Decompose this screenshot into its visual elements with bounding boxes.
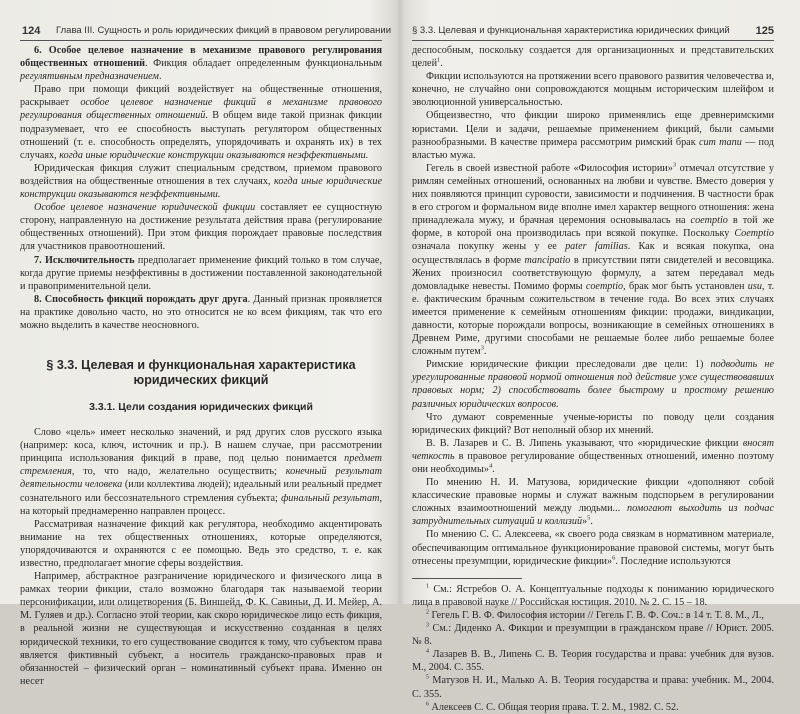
footnote-number: 3 [426, 622, 429, 629]
footnote [412, 674, 774, 700]
text: По мнению С. С. Алексеева, «к своего рода связкам в нормативном материале, обеспечивающим оптимальное функционирование правовой системы, могут быть отнесены презумпции, юридические фикции» [412, 529, 774, 567]
footnote-rule [412, 578, 522, 579]
footnote-text: См.: Ястребов О. А. Концептуальные подходы к пониманию юридического лица в правовой науке // Российская юстиция. 2010. № 2. С. 15 – 18. [412, 583, 774, 608]
paragraph [20, 254, 382, 293]
left-running-title: Глава III. Сущность и роль юридических фикций в правовом регулировании [56, 25, 392, 36]
emphasis: подводить не урегулированные правовой нормой отношения под действие уже существовавших правовых норм; 2) способствовать более быстрому и простому решению различных юридических вопросов. [412, 359, 774, 410]
emphasis: финальный результат [281, 492, 380, 504]
emphasis: помогают выходить из подчас затруднительных ситуаций и коллизий [412, 503, 774, 528]
text: Юридическая фикция служит специальным средством, приемом правового воздействия на общественные отношения в тех случаях, [20, 162, 382, 187]
right-page-body [412, 44, 774, 714]
text: В. В. Лазарев и С. В. Липень указывают, что «юридические фикции [426, 437, 743, 449]
text: (или коллектива людей); идеальный или реальный предмет сознательного или бессознательного стремления субъекта; [20, 479, 382, 504]
right-page-number: 125 [755, 25, 774, 37]
emphasis: usu [747, 280, 762, 292]
bold-term: Исключительность [45, 254, 135, 266]
item-number: 8. [34, 293, 42, 305]
footnote-text: Лазарев В. В., Липень С. В. Теория государства и права: учебник для вузов. М., 2004. С. 355. [412, 649, 774, 674]
text: Гегель в своей известной работе «Философия истории» [426, 162, 673, 174]
text: Право при помощи фикций воздействует на общественные отношения, раскрывает [20, 84, 382, 109]
emphasis: coemptio [690, 215, 728, 227]
text: По мнению Н. И. Матузова, юридические фикции «дополняют собой классические правовые нормы и служат важным подспорьем в регулировании сложных взаимоотношений между людьми... [412, 477, 774, 515]
text: , т. е. фактическим брачным сожительством в течение года. Во всех этих случаях имеется применение к семейным отношениям фикции: продажи, виндикации, давности, которые порождали вопросы, возникающие в семейных отношениях в Древнем Риме, другими способами не решаемые более либо решаемые более сложным путем [412, 280, 774, 358]
paragraph [20, 293, 382, 332]
footnote-number: 5 [426, 675, 429, 682]
footnote [412, 701, 774, 714]
footnote-text: См.: Диденко А. Фикции и презумпции в гражданском праве // Юрист. 2005. № 8. [412, 623, 775, 648]
footnotes [412, 583, 774, 714]
paragraph: В. В. Лазарев и С. В. Липень указывают, что «юридические фикции вносят четкость в правовое регулирование общественных отношений, именно поэтому они необходимы»$^4$. [412, 437, 774, 475]
text: . Как и всякая покупка, она осуществлялась в форме [412, 241, 775, 266]
footnote-number: 6 [426, 701, 429, 708]
text: — под властью мужа. [412, 136, 774, 161]
paragraph [20, 83, 382, 162]
text: в той же форме, в которой она производилась при всякой покупке. Поскольку [412, 215, 774, 240]
section-heading: § 3.3. Целевая и функциональная характеристика юридических фикций [46, 358, 356, 388]
left-running-head [20, 24, 392, 38]
footnote [412, 583, 774, 609]
item-number: 7. [34, 254, 42, 266]
text: в правовое регулирование общественных отношений, именно поэтому они необходимы» [412, 450, 774, 475]
subsection-heading: 3.3.1. Цели создания юридических фикций [89, 401, 313, 414]
emphasis: Особое целевое назначение юридической фикции [34, 202, 256, 214]
emphasis: когда иные юридические конструкции оказываются неэффективными. [20, 175, 382, 201]
emphasis: pater familias [565, 241, 628, 253]
text: составляет ее сущностную сторону, направленную на достижение результата действия права (регулирование общественных отношений). При этом фикция порождает правовые последствия для участников правоотношений. [20, 202, 383, 253]
footnote-number: 2 [426, 609, 429, 616]
paragraph [20, 201, 382, 253]
paragraph [20, 162, 382, 201]
footnote-ref: 3 [672, 161, 677, 169]
right-page [412, 0, 775, 713]
paragraph: Рассматривая назначение фикций как регулятора, необходимо акцентировать внимание на тех общественных отношениях, которые определяются, упорядочиваются и охраняются с ее помощью. Ведь это средство, т. е. как известно, предполагает многие сферы воздействия. [20, 518, 382, 569]
text: , то, что надо, желательно осуществить; [71, 466, 286, 478]
text: . Фикция обладает определенным функциональным [144, 58, 382, 70]
footnote-ref: 5 [587, 514, 591, 522]
bold-term: Особое целевое назначение в механизме правового регулирования общественных отношений [20, 45, 382, 70]
right-running-title: § 3.3. Целевая и функциональная характеристика юридических фикций [412, 25, 730, 36]
footnote-text: Матузов Н. И., Малько А. В. Теория государства и права: учебник. М., 2004. С. 355. [412, 675, 775, 700]
text: . Данный признак проявляется на практике довольно часто, но это относится не ко всем фикциям, так что его можно выделить в качестве неосновного. [20, 293, 382, 331]
paragraph: Например, абстрактное разграничение юридического и физического лица в рамках теории фикции, стало возможно благодаря так называемой теории персонификации, или олицетворения (Б. Виншейд, Ф. К. Савиньи, Д. И. Мейер, А. М. Гуляев и др.). Согласно этой теории, как скоро юридическое лицо есть фикция, в реальной жизни не существующая и искусственно созданная в целях юридической техники, то его существование сводится к тому, что субъектом права является фиктивный субъект, а носитель гражданско-правовых прав и обязанностей – физический орган – номинативный субъект права. Именно он несет [20, 571, 382, 687]
text: в присутствии пяти свидетелей и весовщика. Жених произносил соответствующую формулу, а затем передавал медь домовладыке невесты. Помимо формы [412, 254, 774, 292]
emphasis: предмет стремления [20, 453, 382, 478]
footnote-ref: 4 [488, 462, 493, 470]
footnote-text: Гегель Г. В. Ф. Философия истории // Гегель Г. В. Ф. Соч.: в 14 т. Т. 8. М., Л., [431, 609, 764, 621]
paragraph: Фикции используются на протяжении всего правового развития человечества и, конечно, не случайно они сопровождаются мощным историческим шлейфом и эволюционной универсальностью. [412, 71, 774, 109]
paragraph: По мнению Н. И. Матузова, юридические фикции «дополняют собой классические правовые нормы и служат важным подспорьем в регулировании сложных взаимоотношений между людьми... помогают выходить из подчас затруднительных ситуаций и коллизий»$^5$. [412, 477, 774, 528]
footnote [412, 609, 774, 622]
emphasis: cum manu [698, 136, 742, 148]
text: , брак мог быть установлен [623, 280, 748, 292]
emphasis: Coemptio [734, 228, 774, 240]
paragraph: Что думают современные ученые-юристы по поводу цели создания юридических фикций? Вот неполный обзор их мнений. [412, 411, 774, 436]
footnote-number: 4 [426, 648, 429, 655]
paragraph [20, 426, 382, 518]
footnote-text: Алексеев С. С. Общая теория права. Т. 2. М., 1982. С. 52. [431, 701, 679, 713]
text: Слово «цель» имеет несколько значений, и ряд других слов русского языка (например: коса, ключ, источник и пр.). В нашем случае, при рассмотрении принципа использования фикций в праве, под целью понимается [20, 427, 382, 465]
paragraph [412, 109, 774, 161]
right-running-head [412, 24, 774, 38]
paragraph [412, 358, 774, 410]
paragraph [20, 44, 382, 83]
text: Римские юридические фикции преследовали две цели: 1) [426, 359, 711, 371]
text: . [158, 71, 162, 83]
emphasis: когда иные юридические конструкции оказываются неэффективными. [59, 149, 369, 161]
emphasis: mancipatio [524, 254, 571, 266]
paragraph [412, 528, 774, 567]
text: Общеизвестно, что фикции широко применялись еще древнеримскими юристами. Цели и задачи, решаемые применением фикций, были самыми разнообразными. В качестве примера рассмотрим римский брак [412, 110, 774, 148]
text: означала покупку жены у ее [412, 241, 566, 253]
footnote [412, 622, 774, 648]
text: деспособным, поскольку создается для организационных и представительских целей [412, 45, 774, 70]
left-page-number: 124 [22, 25, 41, 37]
text: . Последние используются [615, 555, 731, 567]
text: . В общем виде такой признак фикции подразумевает, что ее способность выступать регулятором общественных отношений (т. е. способность определять, упорядочивать и охранять их) в тех случаях, [20, 110, 382, 161]
paragraph: деспособным, поскольку создается для организационных и представительских целей$^1$. [412, 45, 774, 70]
footnote-number: 1 [426, 583, 429, 590]
footnote [412, 648, 774, 674]
footnote-ref: 1 [437, 56, 441, 64]
text: , на который преднамеренно направлен процесс. [20, 492, 383, 517]
emphasis: вносят четкость [412, 437, 774, 462]
text: предполагает применение фикций только в том случае, когда другие приемы неэффективны в достижении поставленной законодательной и правоприменительной цели. [20, 254, 382, 292]
emphasis: особое целевое назначение фикций в механизме правового регулирования общественных отношений [20, 97, 382, 122]
emphasis: конечный результат деятельности человека [20, 466, 382, 491]
item-number: 6. [34, 45, 42, 56]
text: » [582, 516, 588, 528]
footnote-ref: 3 [480, 344, 484, 352]
footnote-ref: 6 [612, 554, 616, 562]
left-page [20, 0, 392, 687]
bold-term: Способность фикций порождать друг друга [44, 293, 248, 305]
text: отмечал отсутствие у римлян семейных отношений, основанных на любви и чувстве. Вместо доверия у них появляются принцип суровости, зависимости и подчинения. В частности брак в его строгом и формальном виде вполне имел характер вещного отношения: жена принадлежала мужу, и брачная церемония основывалась на [412, 162, 774, 227]
emphasis: coemptio [585, 280, 624, 292]
header-rule [20, 40, 382, 41]
left-page-body [20, 44, 382, 688]
paragraph: Гегель в своей известной работе «Философия истории»$^3$ отмечал отсутствие у римлян семейных отношений, основанных на любви и чувстве. Вместо доверия у них появляются принцип суровости, зависимости и подчинения. В частности брак в его строгом и формальном виде вполне имел характер вещного отношения: жена принадлежала мужу, и брачная церемония основывалась на coemptio в той же форме, в которой она производилась при всякой покупке. Поскольку Coemptio означала покупку жены у ее pater familias. Как и всякая покупка, она осуществлялась в форме mancipatio в присутствии пяти свидетелей и весовщика. Жених произносил соответствующую формулу, а затем передавал медь домовладыке невесты. Помимо формы coemptio, брак мог быть установлен usu, т. е. фактическим брачным сожительством в течение года. Во всех этих случаях имеется применение к семейным отношениям фикции: продажи, виндикации, давности, которые порождали вопросы, возникающие в семейных отношениях в Древнем Риме, другими способами не решаемые более либо решаемые более сложным путем$^3$. [412, 161, 775, 358]
header-rule [412, 40, 774, 41]
emphasis: регулятивным предназначением [20, 71, 159, 83]
